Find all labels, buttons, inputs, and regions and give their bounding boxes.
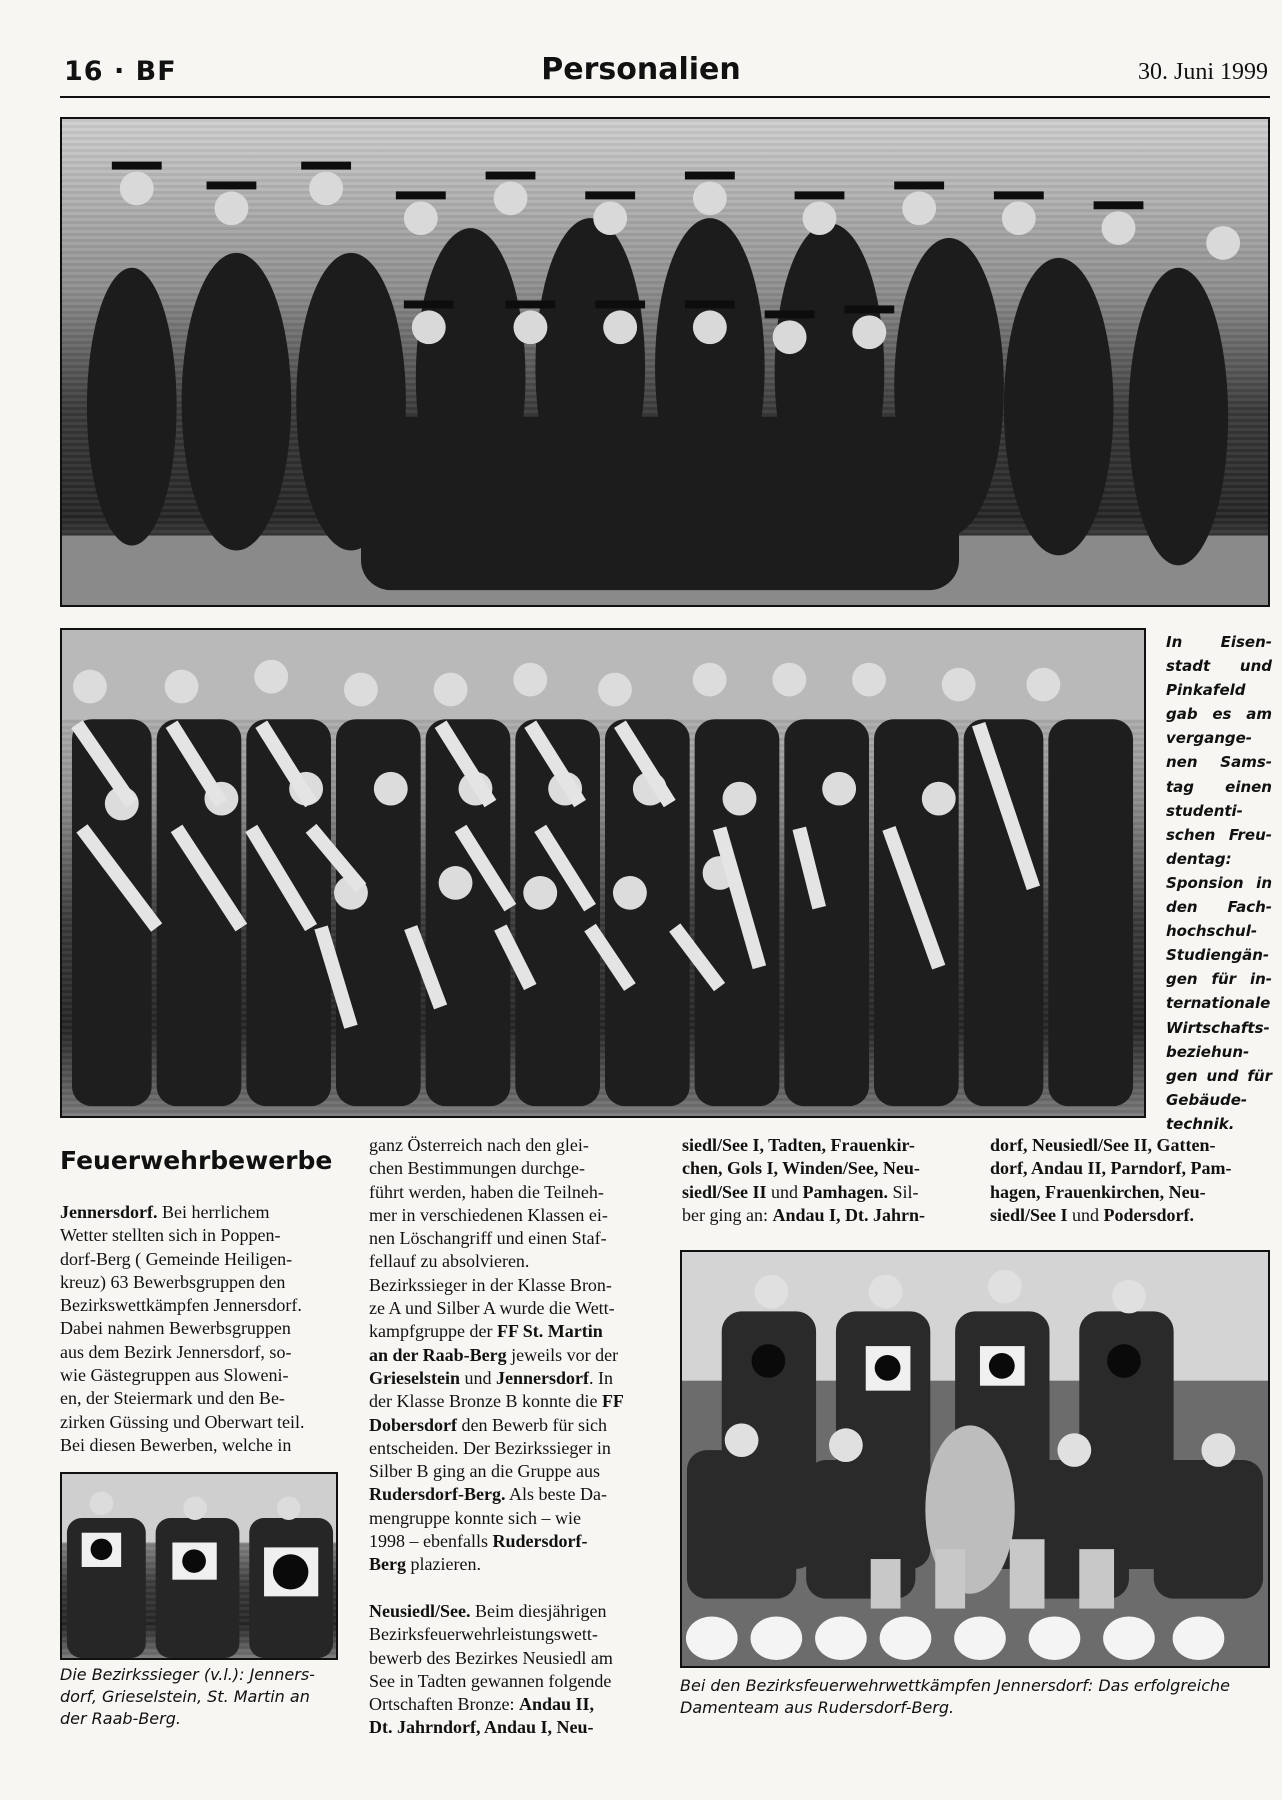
- text-line: Dabei nahmen Bewerbsgruppen: [60, 1318, 291, 1339]
- womens-team-photo-art: [682, 1252, 1268, 1666]
- text-line: In Eisen-: [1166, 633, 1272, 651]
- text-line: See in Tadten gewannen folgende: [369, 1670, 612, 1691]
- text-line: Bezirksfeuerwehrleistungswett-: [369, 1624, 598, 1645]
- district-winners-caption: [60, 1664, 350, 1730]
- text-line: chen, Gols I, Winden/See, Neu-: [682, 1158, 920, 1179]
- text-line: Dt. Jahrndorf, Andau I, Neu-: [369, 1717, 594, 1738]
- text-line: hagen, Frauenkirchen, Neu-: [990, 1181, 1206, 1202]
- text-line: Pinkafeld: [1166, 681, 1246, 700]
- text-line: zirken Güssing und Oberwart teil.: [60, 1411, 305, 1432]
- text-line: beziehun-: [1166, 1042, 1250, 1061]
- text-line: Dobersdorf den Bewerb für sich: [369, 1414, 607, 1435]
- text-line: siedl/See II und Pamhagen. Sil-: [682, 1181, 919, 1202]
- text-line: vergange-: [1166, 729, 1253, 748]
- text-line: dorf, Andau II, Parndorf, Pam-: [990, 1158, 1232, 1179]
- sponsion-photo: [60, 628, 1146, 1118]
- text-line: Berg plazieren.: [369, 1554, 481, 1575]
- text-line: technik.: [1166, 1114, 1235, 1133]
- text-line: Gebäude-: [1166, 1090, 1248, 1109]
- text-line: hochschul-: [1166, 922, 1258, 941]
- text-line: gen für in-: [1166, 970, 1272, 989]
- text-line: fellauf zu absolvieren.: [369, 1251, 530, 1272]
- text-line: gen und für: [1166, 1066, 1272, 1085]
- graduation-photo-art: [62, 119, 1268, 605]
- text-line: entscheiden. Der Bezirkssieger in: [369, 1437, 611, 1458]
- text-line: en, der Steiermark und den Be-: [60, 1388, 285, 1409]
- district-winners-photo: [60, 1472, 338, 1660]
- text-line: wie Gästegruppen aus Sloweni-: [60, 1365, 289, 1386]
- text-line: Die Bezirkssieger (v.l.): Jenners-: [60, 1665, 315, 1684]
- text-line: Silber B ging an die Gruppe aus: [369, 1461, 600, 1482]
- text-line: bewerb des Bezirkes Neusiedl am: [369, 1647, 613, 1668]
- header-rule: [60, 96, 1270, 98]
- text-line: dentag:: [1166, 849, 1232, 868]
- text-line: tag einen: [1166, 777, 1272, 796]
- text-line: Bezirkswettkämpfen Jennersdorf.: [60, 1295, 302, 1316]
- text-line: siedl/See I und Podersdorf.: [990, 1204, 1194, 1225]
- issue-date: 30. Juni 1999: [1137, 59, 1268, 85]
- article-column-1: [60, 1201, 340, 1457]
- text-line: mer in verschiedenen Klassen ei-: [369, 1204, 608, 1225]
- text-line: aus dem Bezirk Jennersdorf, so-: [60, 1341, 292, 1362]
- text-line: dorf, Grieselstein, St. Martin an: [60, 1687, 310, 1706]
- page-number: 16 · BF: [64, 56, 177, 87]
- text-line: [369, 1577, 649, 1600]
- text-line: Studiengän-: [1166, 946, 1270, 965]
- text-line: stadt und: [1166, 657, 1272, 676]
- text-line: 1998 – ebenfalls Rudersdorf-: [369, 1531, 588, 1552]
- text-line: studenti-: [1166, 801, 1243, 820]
- text-line: siedl/See I, Tadten, Frauenkir-: [682, 1135, 915, 1155]
- text-line: chen Bestimmungen durchge-: [369, 1158, 585, 1179]
- article-column-4: [990, 1134, 1265, 1227]
- article-headline: Feuerwehrbewerbe: [60, 1146, 333, 1175]
- text-line: Wetter stellten sich in Poppen-: [60, 1225, 281, 1246]
- womens-team-photo: [680, 1250, 1270, 1668]
- text-line: dorf, Neusiedl/See II, Gatten-: [990, 1135, 1216, 1155]
- text-line: nen Löschangriff und einen Staf-: [369, 1228, 607, 1249]
- article-column-3: [682, 1134, 962, 1227]
- text-line: Bei diesen Bewerben, welche in: [60, 1434, 292, 1455]
- text-line: ber ging an: Andau I, Dt. Jahrn-: [682, 1204, 926, 1225]
- text-line: schen Freu-: [1166, 825, 1272, 844]
- text-line: den Fach-: [1166, 898, 1272, 917]
- womens-team-caption: [680, 1675, 1275, 1719]
- text-line: Bezirkssieger in der Klasse Bron-: [369, 1274, 612, 1295]
- text-line: Sponsion in: [1166, 873, 1272, 892]
- text-line: führt werden, haben die Teilneh-: [369, 1181, 604, 1202]
- text-line: ganz Österreich nach den glei-: [369, 1135, 589, 1155]
- article-column-2: [369, 1134, 649, 1740]
- district-winners-photo-art: [62, 1474, 336, 1658]
- text-line: mengruppe konnte sich – wie: [369, 1507, 581, 1528]
- text-line: gab es am: [1166, 705, 1272, 724]
- text-line: Bei den Bezirksfeuerwehrwettkämpfen Jennersdorf: Das erfolgreiche: [680, 1676, 1230, 1695]
- text-line: nen Sams-: [1166, 753, 1272, 772]
- text-line: Wirtschafts-: [1166, 1018, 1270, 1037]
- text-line: Rudersdorf-Berg. Als beste Da-: [369, 1484, 607, 1505]
- text-line: Ortschaften Bronze: Andau II,: [369, 1694, 594, 1715]
- section-title: Personalien: [541, 52, 741, 87]
- text-line: Jennersdorf. Bei herrlichem: [60, 1202, 270, 1222]
- text-line: kampfgruppe der FF St. Martin: [369, 1321, 603, 1342]
- text-line: Neusiedl/See. Beim diesjährigen: [369, 1600, 607, 1621]
- sponsion-photo-art: [62, 630, 1144, 1116]
- text-line: ternationale: [1166, 994, 1271, 1013]
- text-line: der Raab-Berg.: [60, 1709, 181, 1728]
- text-line: an der Raab-Berg jeweils vor der: [369, 1344, 619, 1365]
- text-line: Grieselstein und Jennersdorf. In: [369, 1367, 613, 1388]
- text-line: ze A und Silber A wurde die Wett-: [369, 1298, 615, 1319]
- text-line: dorf-Berg ( Gemeinde Heiligen-: [60, 1248, 293, 1269]
- text-line: Damenteam aus Rudersdorf-Berg.: [680, 1698, 955, 1717]
- graduation-photo: [60, 117, 1270, 607]
- sponsion-caption: [1166, 630, 1272, 1136]
- text-line: der Klasse Bronze B konnte die FF: [369, 1391, 624, 1412]
- text-line: kreuz) 63 Bewerbsgruppen den: [60, 1271, 286, 1292]
